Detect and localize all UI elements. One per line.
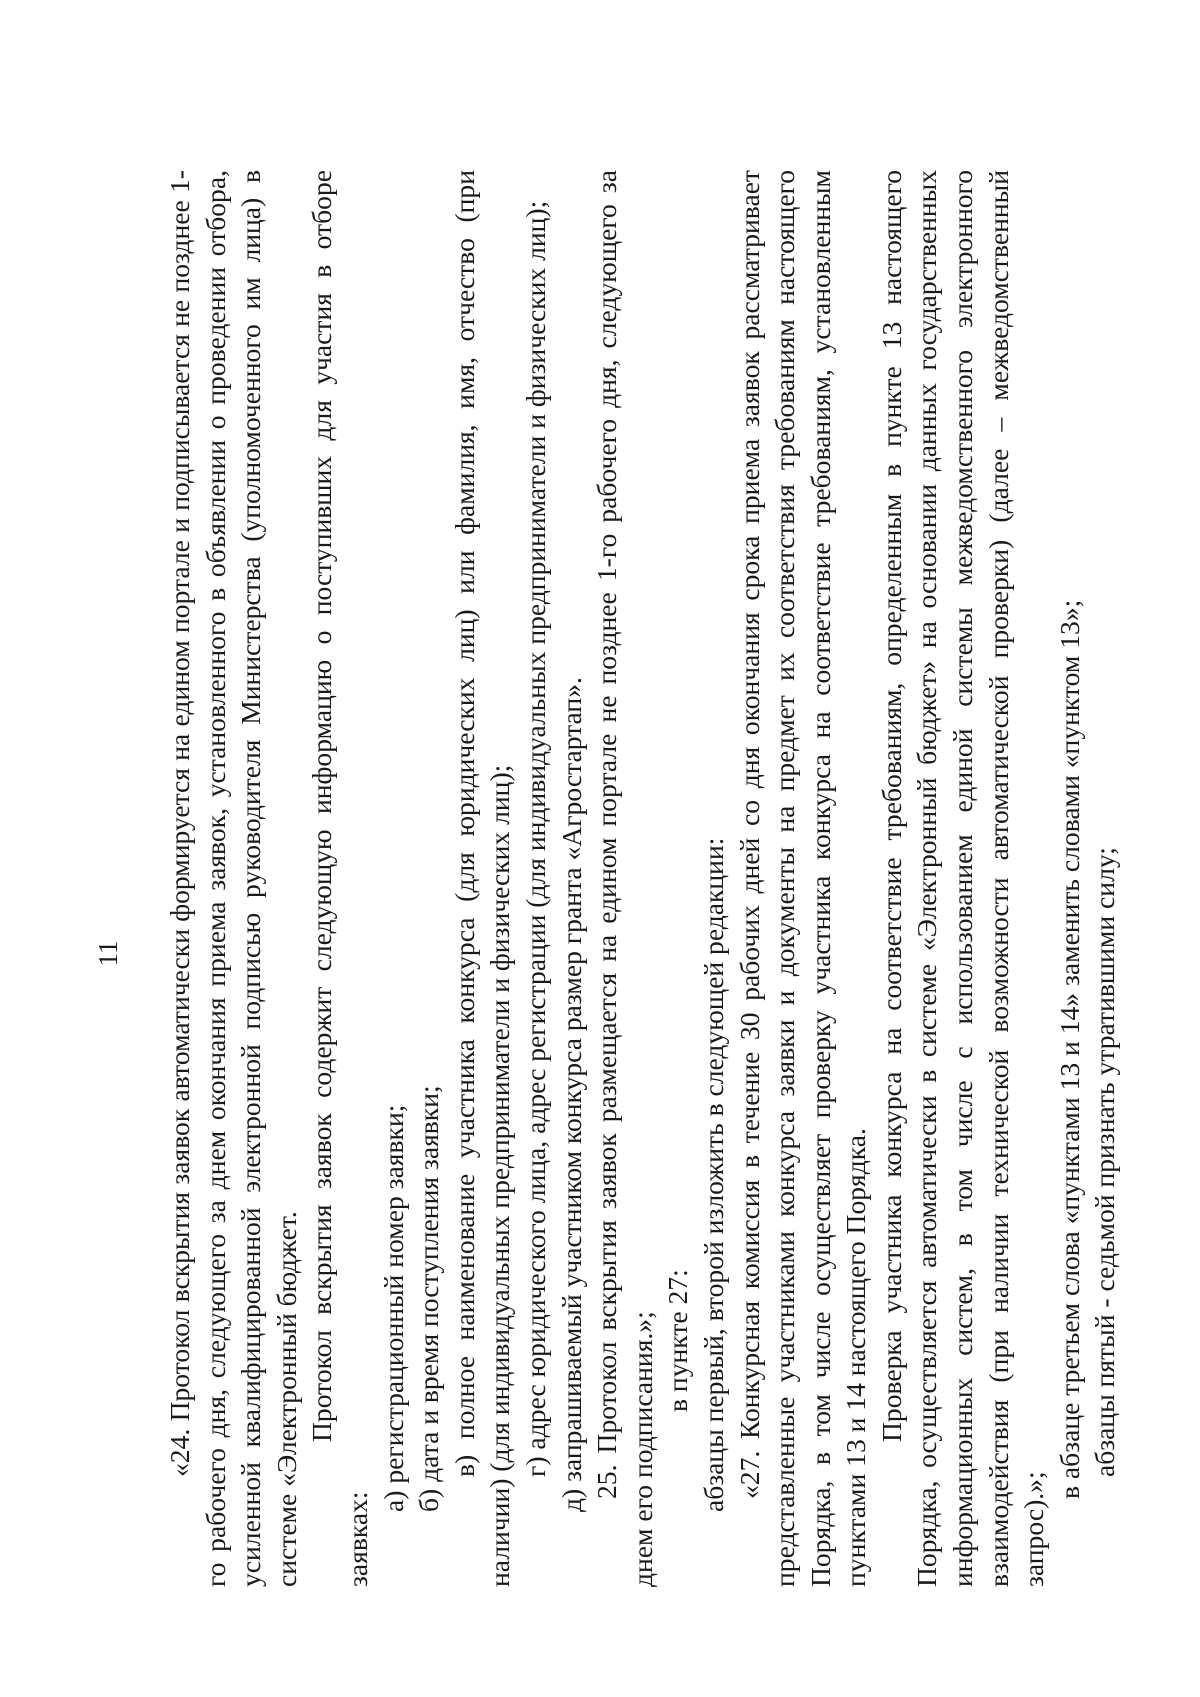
protocol-intro: Протокол вскрытия заявок содержит следующую информацию о поступивших для участия в отборе заявках: [306, 170, 373, 1587]
list-item-v: в) полное наименование участника конкурса (для юридических лиц) или фамилия, имя, отчество (при наличии) (для индивидуальных предприниматели и физических лиц); [448, 170, 516, 1587]
list-item-a: а) регистрационный номер заявки; [377, 1104, 409, 1512]
paragraph-24: «24. Протокол вскрытия заявок автоматически формируется на едином портале и подписывается не позднее 1-го рабочего дня, следующего за днем окончания приема заявок, установленного в объявлении о проведении отбора, усиленной квалифицированной электронной подписью руководителя Министерства (уполномоченного им лица) в системе «Электронный бюджет. [164, 170, 302, 1587]
paragraph-25: 25. Протокол вскрытия заявок размещается на едином портале не позднее 1-го рабочего дня, следующего за днем его подписания.»; [591, 170, 658, 1587]
list-item-b: б) дата и время поступления заявки; [413, 1085, 445, 1512]
in-point-27: в пункте 27: [662, 1269, 694, 1412]
page-number: 11 [93, 940, 123, 967]
invalid-paragraphs: абзацы пятый - седьмой признать утратившими силу; [1089, 847, 1121, 1477]
paragraph-27: «27. Конкурсная комиссия в течение 30 рабочих дней со дня окончания срока приема заявок рассматривает представленные участниками конкурса заявки и документы на предмет их соответствия требованиям настоящего Порядка, в том числе осуществляет проверку участника конкурса на соответствие требованиям, установленным пунктами 13 и 14 настоящего Порядка. [733, 170, 872, 1587]
list-item-d: д) запрашиваемый участником конкурса размер гранта «Агростартап». [555, 677, 587, 1512]
third-paragraph-replace: в абзаце третьем слова «пунктами 13 и 14» заменить словами «пунктом 13»; [1053, 599, 1085, 1499]
check-paragraph: Проверка участника конкурса на соответствие требованиям, определенным в пункте 13 настоящего Порядка, осуществляется автоматически в системе «Электронный бюджет» на основании данных государственных информационных систем, в том числе с использованием единой системы межведомственного электронного взаимодействия (при наличии технической возможности автоматической проверки) (далее – межведомственный запрос).»; [875, 170, 1050, 1587]
list-item-g: г) адрес юридического лица, адрес регистрации (для индивидуальных предприниматели и физических лиц); [519, 200, 551, 1477]
paragraphs-edit-note: абзацы первый, второй изложить в следующей редакции: [697, 837, 729, 1512]
document-body [162, 170, 1123, 1587]
